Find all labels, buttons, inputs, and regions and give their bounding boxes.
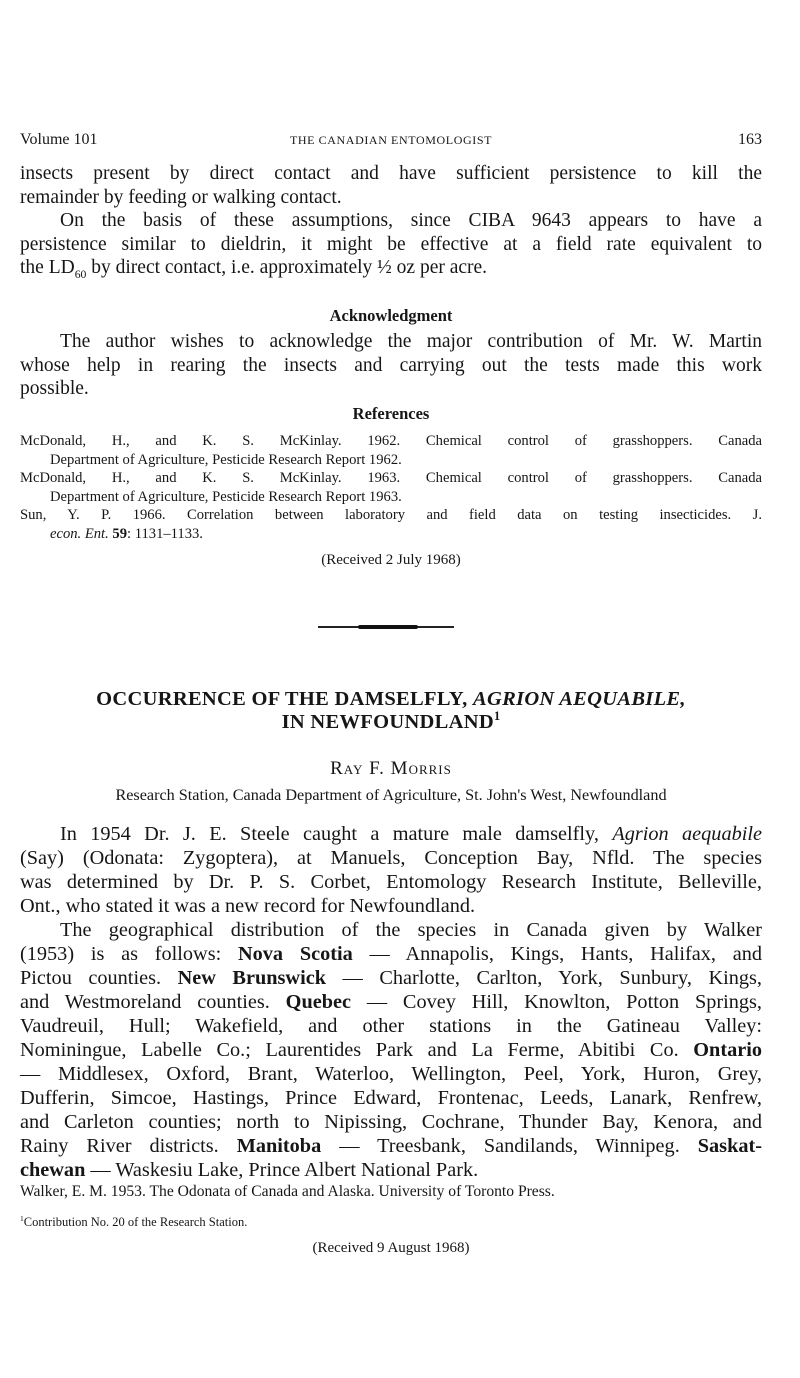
- text-line: Ont., who stated it was a new record for Newfoundland.: [20, 895, 476, 917]
- text-line: The author wishes to acknowledge the major contribution of Mr. W. Martin: [60, 331, 762, 352]
- text-line: Pictou counties. New Brunswick — Charlotte, Carlton, York, Sunbury, Kings,: [20, 967, 762, 989]
- references-heading: References: [352, 404, 430, 423]
- text-line: and Carleton counties; north to Nipissing, Cochrane, Thunder Bay, Kenora, and: [20, 1111, 762, 1133]
- intro-text: [20, 162, 762, 280]
- text-line: insects present by direct contact and have sufficient persistence to kill the: [20, 163, 762, 184]
- text-line: In 1954 Dr. J. E. Steele caught a mature male damselfly, Agrion aequabile: [60, 823, 762, 845]
- text-line: and Westmoreland counties. Quebec — Covey Hill, Knowlton, Potton Springs,: [20, 991, 762, 1013]
- text-line: — Middlesex, Oxford, Brant, Waterloo, Wellington, Peel, York, Huron, Grey,: [20, 1063, 762, 1085]
- text-line: possible.: [20, 378, 89, 399]
- page-number: 163: [738, 131, 762, 148]
- running-header: [20, 131, 762, 151]
- author-name: Ray F. Morris: [330, 758, 452, 779]
- text-line: whose help in rearing the insects and carrying out the tests made this work: [20, 354, 762, 376]
- text-line: was determined by Dr. P. S. Corbet, Entomology Research Institute, Belleville,: [20, 871, 762, 893]
- reference-item: Sun, Y. P. 1966. Correlation between laboratory and field data on testing insecticides. J. econ. Ent. 59: 1131–1133.: [20, 507, 762, 542]
- text-line: The geographical distribution of the species in Canada given by Walker: [60, 919, 762, 941]
- received-date-2: (Received 9 August 1968): [312, 1240, 470, 1256]
- footnote: $^1$Contribution No. 20 of the Research Station.: [20, 1213, 248, 1229]
- article-title: OCCURRENCE OF THE DAMSELFLY, AGRION AEQUABILE, IN NEWFOUNDLAND$^1$: [96, 688, 686, 733]
- text-line: On the basis of these assumptions, since CIBA 9643 appears to have a: [60, 210, 762, 231]
- text-line: the $LD_{60}$ by direct contact, i.e. approximately ½ oz per acre.: [20, 257, 488, 281]
- author-affiliation: Research Station, Canada Department of Agriculture, St. John's West, Newfoundland: [115, 786, 667, 804]
- received-date: (Received 2 July 1968): [321, 552, 461, 568]
- reference-item: McDonald, H., and K. S. McKinlay. 1963. Chemical control of grasshoppers. Canada Department of Agriculture, Pesticide Research Report 1963.: [20, 470, 762, 505]
- text-line: Nominingue, Labelle Co.; Laurentides Park and La Ferme, Abitibi Co. Ontario: [20, 1039, 762, 1061]
- acknowledgment-heading: Acknowledgment: [329, 306, 453, 325]
- article-reference: Walker, E. M. 1953. The Odonata of Canada and Alaska. University of Toronto Press.: [20, 1183, 555, 1200]
- text-line: chewan — Waskesiu Lake, Prince Albert National Park.: [20, 1159, 479, 1181]
- volume-label: Volume 101: [20, 131, 98, 148]
- text-line: (Say) (Odonata: Zygoptera), at Manuels, Conception Bay, Nfld. The species: [20, 847, 762, 869]
- reference-item: McDonald, H., and K. S. McKinlay. 1962. Chemical control of grasshoppers. Canada Department of Agriculture, Pesticide Research Report 1962.: [20, 433, 762, 468]
- references-list: [20, 432, 762, 543]
- journal-title: THE CANADIAN ENTOMOLOGIST: [289, 133, 493, 147]
- acknowledgment-text: [20, 330, 762, 401]
- text-line: persistence similar to dieldrin, it might be effective at a field rate equivalent to: [20, 233, 762, 255]
- text-line: Dufferin, Simcoe, Hastings, Prince Edward, Frontenac, Leeds, Lanark, Renfrew,: [20, 1087, 762, 1109]
- text-line: Vaudreuil, Hull; Wakefield, and other stations in the Gatineau Valley:: [20, 1015, 762, 1037]
- section-divider: [318, 626, 454, 628]
- text-line: (1953) is as follows: Nova Scotia — Annapolis, Kings, Hants, Halifax, and: [20, 943, 762, 965]
- text-line: Rainy River districts. Manitoba — Treesbank, Sandilands, Winnipeg. Saskat-: [20, 1135, 762, 1157]
- text-line: remainder by feeding or walking contact.: [20, 186, 342, 208]
- article-body: [20, 822, 762, 1182]
